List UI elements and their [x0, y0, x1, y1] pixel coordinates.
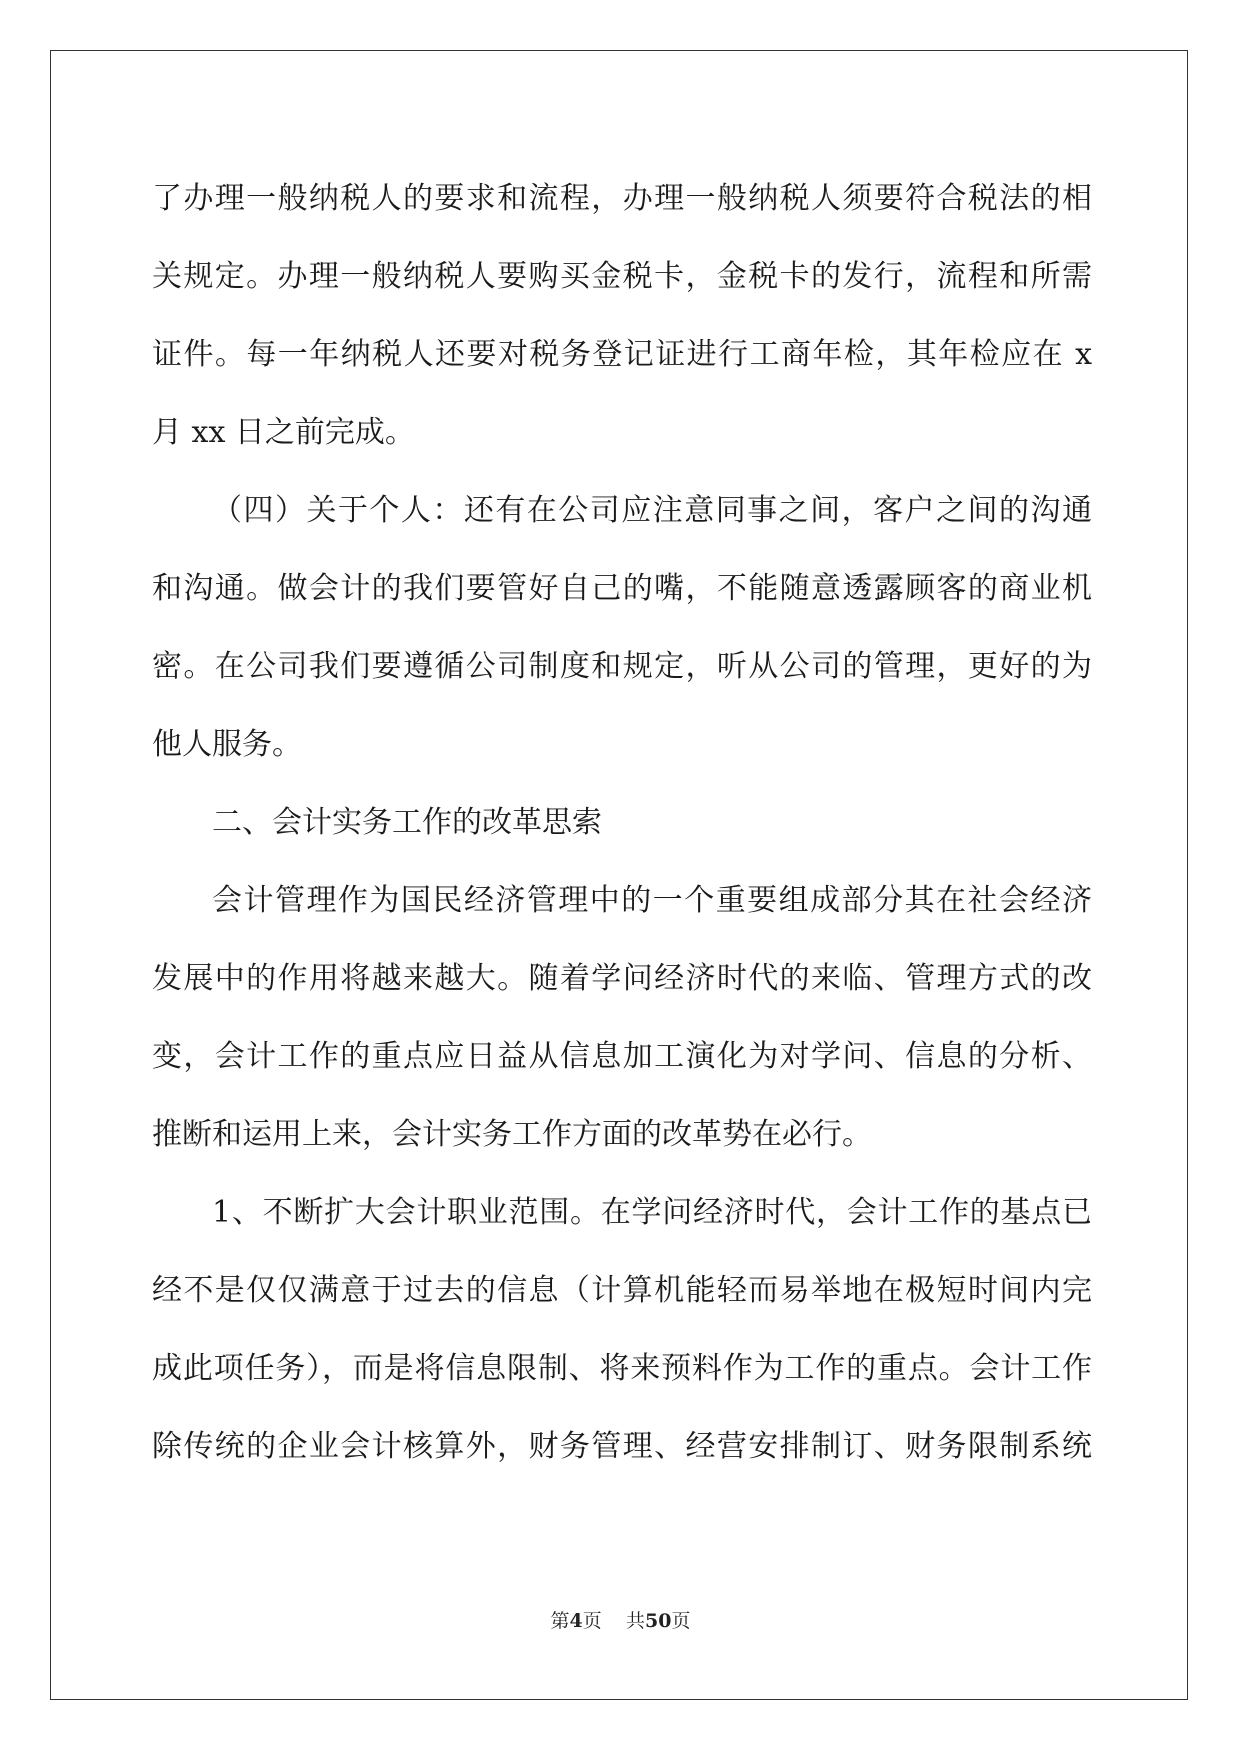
text-line: 变，会计工作的重点应日益从信息加工演化为对学问、信息的分析、 — [152, 1039, 1092, 1074]
text-line: 证件。每一年纳税人还要对税务登记证进行工商年检，其年检应在 x — [152, 337, 1092, 372]
text-line: 密。在公司我们要遵循公司制度和规定，听从公司的管理，更好的为 — [152, 649, 1092, 684]
footer-page-suffix: 页 — [582, 1610, 602, 1632]
footer-prefix: 第 — [550, 1610, 570, 1632]
footer-total-suffix: 页 — [671, 1610, 691, 1632]
footer-total-prefix: 共 — [625, 1610, 645, 1632]
text-line: 了办理一般纳税人的要求和流程，办理一般纳税人须要符合税法的相 — [152, 181, 1092, 216]
page-footer — [0, 1606, 1241, 1633]
total-pages-number: 50 — [644, 1610, 672, 1632]
text-line: 经不是仅仅满意于过去的信息（计算机能轻而易举地在极短时间内完 — [152, 1273, 1092, 1308]
text-line: 推断和运用上来，会计实务工作方面的改革势在必行。 — [152, 1117, 872, 1152]
current-page-number: 4 — [569, 1610, 583, 1632]
text-line: 月 xx 日之前完成。 — [152, 415, 415, 450]
text-line: 发展中的作用将越来越大。随着学问经济时代的来临、管理方式的改 — [152, 961, 1092, 996]
text-line: 和沟通。做会计的我们要管好自己的嘴，不能随意透露顾客的商业机 — [152, 571, 1092, 606]
text-line: 除传统的企业会计核算外，财务管理、经营安排制订、财务限制系统 — [152, 1429, 1092, 1464]
text-line: 1、不断扩大会计职业范围。在学问经济时代，会计工作的基点已 — [212, 1195, 1092, 1230]
section-heading: 二、会计实务工作的改革思索 — [212, 805, 602, 840]
document-body — [152, 160, 1092, 1486]
text-line: 关规定。办理一般纳税人要购买金税卡，金税卡的发行，流程和所需 — [152, 259, 1092, 294]
text-line: 他人服务。 — [152, 727, 302, 762]
text-line: 会计管理作为国民经济管理中的一个重要组成部分其在社会经济 — [212, 883, 1092, 918]
text-line: 成此项任务），而是将信息限制、将来预料作为工作的重点。会计工作 — [152, 1351, 1092, 1386]
text-line: （四）关于个人：还有在公司应注意同事之间，客户之间的沟通 — [212, 493, 1092, 528]
